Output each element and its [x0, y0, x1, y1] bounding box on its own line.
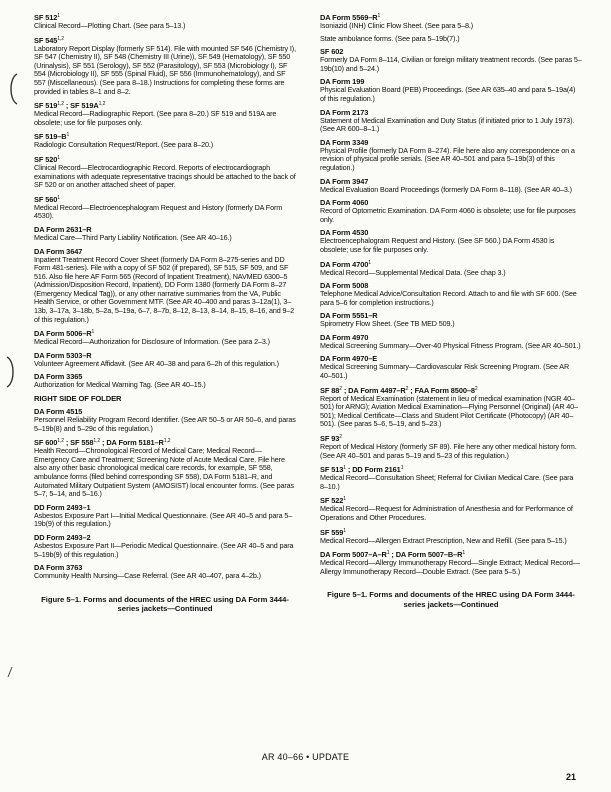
form-number: SF 88 [320, 385, 340, 395]
form-entry-description: Physical Profile (formerly DA Form 8–274). File here also any correspondence on a revision of physical profile serials. (See AR 40–501 and para 5–19b(3) of this regulation.) [320, 145, 575, 172]
form-number: SF 602 [320, 47, 344, 57]
form-number: DA Form 4970–E [320, 354, 378, 364]
form-number: DA Form 3365 [34, 372, 83, 382]
footnote-marker: 2 [339, 434, 342, 441]
form-number: ; DD Form 2161 [345, 465, 401, 475]
form-entry [320, 108, 582, 134]
form-number: ; FAA Form 8500–8 [408, 385, 475, 395]
footnote-marker: 2 [339, 385, 342, 392]
binder-hole-mark-bottom [4, 355, 18, 389]
form-entry [34, 533, 296, 559]
form-entry-description: Medical Screening Summary—Over-40 Physical Fitness Program. (See AR 40–501.) [320, 340, 581, 350]
form-number: SF 600 [34, 438, 58, 448]
form-entry-description: Report of Medical History (formerly SF 89). File here any other medical history form. (See AR 40–501 and paras 5–19 and 5–23 of this regulation.) [320, 442, 577, 460]
form-entry [34, 100, 296, 127]
form-number: DA Form 3647 [34, 246, 83, 256]
footnote-marker: 2 [474, 385, 478, 392]
form-entry [320, 259, 582, 278]
form-number: DA Form 4700 [320, 259, 369, 269]
footnote-marker: 1,2 [98, 101, 106, 108]
form-entry [34, 328, 296, 347]
form-entry-description: State ambulance forms. (See para 5–19b(7).) [320, 33, 460, 43]
form-number: DA Form 3763 [34, 563, 83, 573]
form-entry [34, 194, 296, 221]
form-number: DA Form 2631–R [34, 224, 92, 234]
form-number: DA Form 5007–A–R [320, 550, 387, 560]
form-entry [34, 225, 296, 243]
page-footer: AR 40–66 • UPDATE [261, 752, 350, 762]
form-entry [320, 527, 582, 546]
figure-caption-right: Figure 5–1. Forms and documents of the HREC using DA Form 3444-series jackets—Continued [327, 590, 575, 609]
form-entry [320, 177, 582, 195]
form-number: DD Form 2493–2 [34, 532, 91, 542]
left-column [34, 12, 296, 614]
pencil-tick-mark [6, 666, 14, 678]
form-entry-description: Clinical Record—Plotting Chart. (See para 5–13.) [34, 21, 186, 30]
footnote-marker: 1 [57, 13, 60, 19]
form-number: DA Form 3947 [320, 176, 369, 186]
form-entry-description: Isoniazid (INH) Clinic Flow Sheet. (See para 5–8.) [320, 21, 473, 30]
form-entry-description: Medical Evaluation Board Proceedings (formerly DA Form 8–118). (See AR 40–3.) [320, 184, 572, 194]
footnote-marker: 1,2 [57, 438, 64, 445]
form-entry-description: Medical Record—Radiographic Report. (See para 8–20.) SF 519 and 519A are obsolete; use for file purposes only. [34, 109, 277, 127]
section-heading: RIGHT SIDE OF FOLDER [34, 394, 122, 404]
form-entry [320, 281, 582, 307]
footnote-marker: 1 [343, 496, 346, 503]
form-number: SF 560 [34, 194, 58, 204]
form-entry-description: Electroencephalogram Request and History. (See SF 560.) DA Form 4530 is obsolete; use for file purposes only. [320, 236, 555, 254]
form-entry [34, 131, 296, 150]
form-entry-description: Medical Record—Request for Administration of Anesthesia and for Performance of Operations and Other Procedures. [320, 504, 573, 522]
form-entry-description: Community Health Nursing—Case Referral. (See AR 40–407, para 4–2b.) [34, 571, 261, 581]
form-entry-description: Asbestos Exposure Part I—Initial Medical Questionnaire. (See AR 40–5 and para 5–19b(9) of this regulation.) [34, 510, 293, 529]
form-number: ; DA Form 5007–B–R [389, 550, 463, 560]
form-entry [320, 35, 582, 44]
form-entry [320, 385, 582, 429]
right-column [320, 12, 582, 609]
figure-caption-left: Figure 5–1. Forms and documents of the HREC using DA Form 3444-series jackets—Continued [41, 594, 289, 614]
form-number: SF 522 [320, 496, 344, 506]
footnote-marker: 1 [462, 550, 466, 557]
form-number: DA Form 5303–R [34, 350, 92, 360]
form-number: SF 513 [320, 465, 344, 475]
form-entry-description: Record of Optometric Examination. DA Form 4060 is obsolete; use for file purposes only. [320, 206, 576, 224]
form-entry-description: Medical Record—Allergy Immunotherapy Record—Single Extract; Medical Record—Allergy Immunotherapy Record—Double Extract. (See para 5–5.) [320, 558, 580, 576]
form-number: DA Form 4060 [320, 198, 369, 208]
form-entry [34, 12, 296, 31]
form-number: SF 520 [34, 154, 58, 164]
form-entry-description: Spirometry Flow Sheet. (See TB MED 509.) [320, 319, 455, 329]
footnote-marker: 1 [343, 465, 346, 472]
form-entry [320, 311, 582, 329]
footnote-marker: 1 [368, 259, 371, 266]
form-entry [320, 198, 582, 224]
form-entry-description: Medical Record—Authorization for Disclosure of Information. (See para 2–3.) [34, 337, 270, 347]
form-entry [34, 407, 296, 433]
form-entry [34, 372, 296, 390]
form-entry [320, 47, 582, 73]
form-entry [34, 247, 296, 325]
form-number: ; SF 558 [63, 438, 94, 448]
form-number: DA Form 199 [320, 77, 365, 87]
page-number: 21 [566, 772, 577, 782]
form-entry [34, 35, 296, 97]
form-entry [320, 354, 582, 380]
form-entry-description: Clinical Record—Electrocardiographic Record. Reports of electrocardiograph examinations with adequate representative tracings should be attached to the back of SF 520 or on another attached sheet of paper. [34, 162, 296, 190]
form-entry-description: Medical Record—Allergen Extract Prescription, New and Refill. (See para 5–15.) [320, 535, 567, 545]
form-number: ; DA Form 4497–R [341, 385, 406, 395]
form-entry [320, 495, 582, 522]
form-entry-description: Telephone Medical Advice/Consultation Record. Attach to and file with SF 600. (See para 5–6 for completion instructions.) [320, 289, 577, 307]
form-number: DA Form 3349 [320, 137, 369, 147]
form-entry [320, 549, 582, 576]
form-entry-description: Statement of Medical Examination and Duty Status (if initiated prior to 1 July 1973). (See AR 600–8–1.) [320, 115, 575, 134]
footnote-marker: 1 [57, 194, 60, 201]
form-entry-description: Laboratory Report Display (formerly SF 514). File with mounted SF 546 (Chemistry I), SF 547 (Chemistry II), SF 548 (Chemistry III (Urine)), SF 549 (Hematology), SF 550 (Urinalysis), SF 551 (Serology), SF 552 (Parasitology), SF 553 (Microbiology I), SF 554 (Microbiology II), SF 555 (Spinal Fluid), SF 556 (Immunohematology), and SF 557 (Miscellaneous). (See para 8–18.) Instructions for completing these forms are provided in tables 8–1 and 8–2. [34, 43, 296, 96]
form-number: DD Form 2493–1 [34, 502, 91, 512]
footnote-marker: 1 [66, 132, 70, 139]
form-entry [34, 503, 296, 529]
form-entry-description: Medical Record—Electroencephalogram Request and History (formerly DA Form 4530). [34, 202, 283, 221]
form-entry-description: Personnel Reliability Program Record Identifier. (See AR 50–5 or AR 50–6, and paras 5–19b(8) and 5–29c of this regulation.) [34, 415, 296, 433]
form-number: DA Form 4970 [320, 332, 369, 342]
footnote-marker: 1 [57, 154, 60, 161]
form-number: SF 559 [320, 527, 344, 537]
form-entry [320, 333, 582, 351]
footnote-marker: 1 [91, 329, 95, 336]
footnote-marker: 1,2 [57, 35, 64, 42]
form-entry-description: Asbestos Exposure Part II—Periodic Medical Questionnaire. (See AR 40–5 and para 5–19b(9) of this regulation.) [34, 540, 294, 559]
form-entry-description: Report of Medical Examination (statement in lieu of medical examination (NGR 40–501) for ARNG); Aviation Medical Examination—Flying Personnel (Original) (AR 40–501); Medical Certificate—Class and Student Pilot Certificate (Photocopy) (AR 40–501). (See paras 5–6, 5–19, and 5–23.) [320, 393, 578, 429]
form-number: ; SF 519A [63, 101, 99, 111]
form-number: DA Form 4530 [320, 228, 369, 238]
form-entry-title [320, 259, 582, 269]
form-number: DA Form 5006–R [34, 329, 92, 339]
form-entry [320, 228, 582, 254]
form-entry-description: Volunteer Agreement Affidavit. (See AR 40–38 and para 6–2h of this regulation.) [34, 358, 279, 368]
form-entry [34, 437, 296, 499]
form-number: SF 545 [34, 35, 58, 45]
form-number: DA Form 5569–R [320, 13, 378, 22]
form-entry-description: Radiologic Consultation Request/Report. (See para 8–20.) [34, 140, 214, 150]
footnote-marker: 1 [400, 465, 404, 472]
footnote-marker: 1,2 [93, 438, 101, 445]
form-number: DA Form 5008 [320, 281, 369, 291]
form-number: SF 519 [34, 101, 58, 111]
form-entry-description: Medical Record—Supplemental Medical Data. (See chap 3.) [320, 267, 506, 277]
footnote-marker: 1 [386, 550, 390, 557]
form-number: SF 93 [320, 434, 340, 444]
form-entry-description: Inpatient Treatment Record Cover Sheet (formerly DA Form 8–275-series and DD Form 481-series). File with a copy of SF 502 (if prepared), SF 515, SF 509, and SF 516. Also file here AF Form 565 (Record of Inpatient Treatment), NAVMED 6300–5 (Admission/Disposition Record, Inpatient), DD Form 1380 (formerly DA Form 8–27 (Emergency Medical Tag)), or any other narrative summaries from the VA, Public Health Service, or other Government MTF. (See AR 40–400 and paras 3–12a(1), 3–13b, 3–17a, 3–18b, 5–2a, 5–19a, 6–7, 8–7b, 8–12, 8–13, 8–14, 8–15, 8–16, and 9–2 of this regulation.) [34, 254, 295, 324]
form-entry-description: Health Record—Chronological Record of Medical Care; Medical Record—Emergency Care and Treatment; Screening Note of Acute Medical Care. File here also any other basic chronological medical care records, for example, SF 558, ambulance forms (filed behind corresponding SF 558), DA Form 5181–R, and Automated Military Outpatient System (AMOSIST) local encounter forms. (See paras 5–7, 5–14, and 5–16.) [34, 446, 295, 499]
form-number: DA Form 5551–R [320, 311, 378, 321]
form-number: DA Form 2173 [320, 107, 369, 117]
form-entry [320, 433, 582, 460]
form-entry-description: Medical Screening Summary—Cardiovascular Risk Screening Program. (See AR 40–501.) [320, 362, 570, 381]
footnote-marker: 2 [405, 385, 409, 392]
form-entry [34, 563, 296, 581]
form-entry [320, 464, 582, 491]
form-entry [34, 154, 296, 190]
footnote-marker: 1,2 [163, 438, 171, 445]
form-entry-description: Formerly DA Form 8–114, Civilian or foreign military treatment records. (See paras 5–19b(10) and 5–24.) [320, 55, 582, 73]
form-number: SF 519–B [34, 132, 67, 142]
footnote-marker: 1 [377, 13, 381, 19]
form-entry [320, 12, 582, 31]
form-number: DA Form 4515 [34, 407, 83, 417]
binder-hole-mark-top [6, 72, 20, 106]
form-number: SF 512 [34, 13, 58, 22]
form-entry [34, 351, 296, 369]
form-number: ; DA Form 5181–R [100, 438, 164, 448]
form-entry [320, 138, 582, 173]
form-entry [320, 77, 582, 103]
footnote-marker: 1 [343, 527, 346, 534]
footnote-marker: 1,2 [57, 101, 64, 108]
form-entry-description: Physical Evaluation Board (PEB) Proceedings. (See AR 635–40 and para 5–19a(4) of this regulation.) [320, 85, 576, 103]
form-entry-description: Medical Care—Third Party Liability Notification. (See AR 40–16.) [34, 232, 232, 242]
form-entry-description: Authorization for Medical Warning Tag. (See AR 40–15.) [34, 380, 206, 390]
form-entry-description: Medical Record—Consultation Sheet; Referral for Civilian Medical Care. (See para 8–10.) [320, 473, 574, 491]
